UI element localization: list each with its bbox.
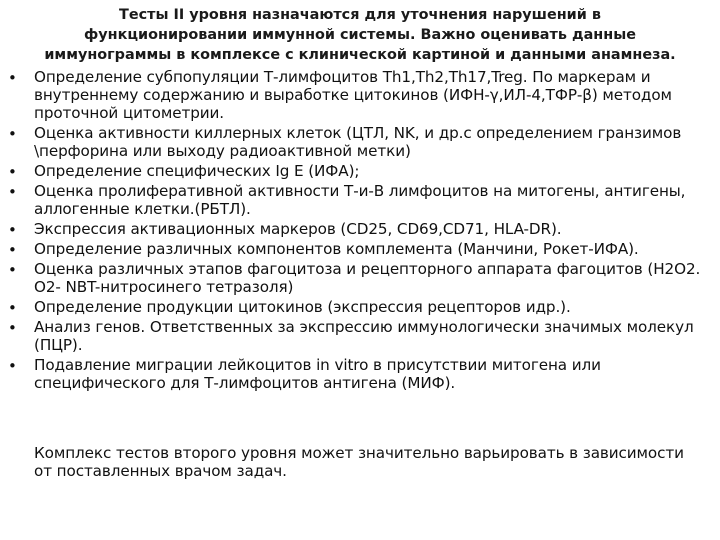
bullet-icon: • bbox=[8, 125, 17, 143]
bullet-icon: • bbox=[8, 69, 17, 87]
list-item bbox=[8, 298, 712, 316]
list-item bbox=[8, 220, 712, 238]
bullet-icon: • bbox=[8, 299, 17, 317]
list-item bbox=[8, 182, 712, 218]
list-item-text: Оценка пролиферативной активности Т-и-В лимфоцитов на митогены, антигены, аллогенные клетки.(РБТЛ). bbox=[34, 182, 686, 218]
list-item-text: Анализ генов. Ответственных за экспрессию иммунологически значимых молекул (ПЦР). bbox=[34, 318, 694, 354]
list-item bbox=[8, 240, 712, 258]
list-item bbox=[8, 68, 712, 122]
list-item-text: Определение субпопуляции Т-лимфоцитов Th1,Th2,Th17,Treg. По маркерам и внутреннему содержанию и выработке цитокинов (ИФН-γ,ИЛ-4,ТФР-β) методом проточной цитометрии. bbox=[34, 68, 672, 122]
slide-header: Тесты II уровня назначаются для уточнения нарушений в функционировании иммунной системы. Важно оценивать данные иммунограммы в комплексе с клинической картиной и данными анамнеза. bbox=[44, 7, 676, 63]
list-item-text: Определение продукции цитокинов (экспрессия рецепторов идр.). bbox=[34, 298, 571, 316]
bullet-list bbox=[8, 68, 712, 394]
bullet-icon: • bbox=[8, 183, 17, 201]
list-item-text: Оценка различных этапов фагоцитоза и рецепторного аппарата фагоцитов (Н2О2. О2- NBT-нитросинего тетразоля) bbox=[34, 260, 701, 296]
bullet-icon: • bbox=[8, 221, 17, 239]
list-item-text: Экспрессия активационных маркеров (CD25, CD69,CD71, HLA-DR). bbox=[34, 220, 562, 238]
list-item bbox=[8, 124, 712, 160]
closing-note: Комплекс тестов второго уровня может значительно варьировать в зависимости от поставленных врачом задач. bbox=[34, 444, 684, 480]
bullet-icon: • bbox=[8, 241, 17, 259]
list-item-text: Оценка активности киллерных клеток (ЦТЛ, NK, и др.с определением гранзимов \перфорина или выходу радиоактивной метки) bbox=[34, 124, 682, 160]
list-item bbox=[8, 356, 712, 392]
bullet-icon: • bbox=[8, 261, 17, 279]
bullet-icon: • bbox=[8, 319, 17, 337]
list-item bbox=[8, 318, 712, 354]
list-item bbox=[8, 162, 712, 180]
bullet-icon: • bbox=[8, 357, 17, 375]
list-item-text: Определение различных компонентов комплемента (Манчини, Рокет-ИФА). bbox=[34, 240, 639, 258]
bullet-icon: • bbox=[8, 163, 17, 181]
list-item bbox=[8, 260, 712, 296]
list-item-text: Определение специфических Ig E (ИФА); bbox=[34, 162, 360, 180]
list-item-text: Подавление миграции лейкоцитов in vitro в присутствии митогена или специфического для Т-лимфоцитов антигена (МИФ). bbox=[34, 356, 601, 392]
